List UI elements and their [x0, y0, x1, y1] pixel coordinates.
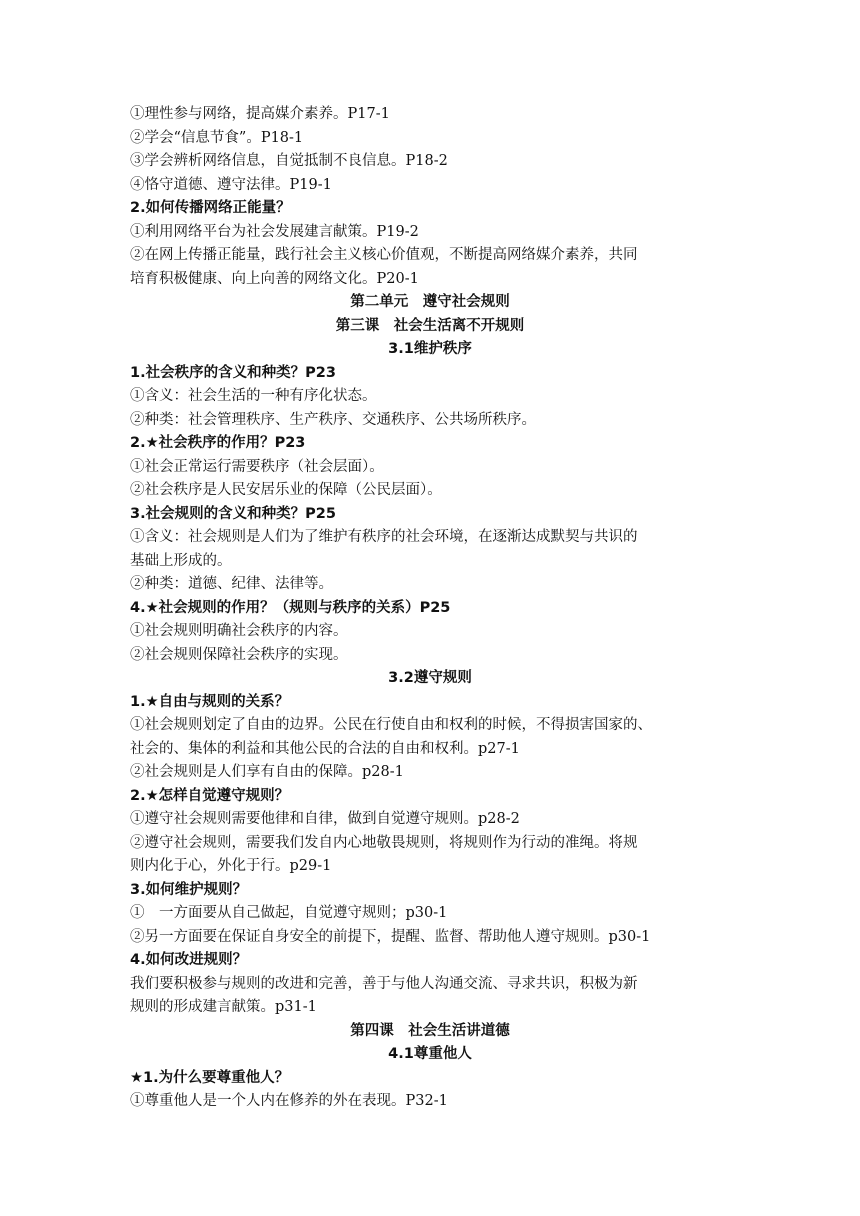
section-heading: 第三课 社会生活离不开规则 — [335, 317, 525, 334]
question-heading: 3.社会规则的含义和种类？P25 — [130, 505, 336, 522]
question-heading: 2.★怎样自觉遵守规则？ — [130, 787, 290, 804]
text-line: ②学会“信息节食”。P18-1 — [130, 129, 304, 146]
text-line: ①理性参与网络，提高媒介素养。P17-1 — [130, 106, 390, 122]
text-line: ④恪守道德、遵守法律。P19-1 — [130, 176, 332, 193]
text-line: 规则的形成建言献策。p31-1 — [130, 999, 317, 1015]
text-line: ① 一方面要从自己做起，自觉遵守规则；p30-1 — [130, 905, 448, 921]
document-page — [130, 103, 730, 1114]
text-line: ①社会规则明确社会秩序的内容。 — [130, 623, 348, 639]
text-line: ①利用网络平台为社会发展建言献策。P19-2 — [130, 223, 419, 240]
text-line: ②社会规则是人们享有自由的保障。p28-1 — [130, 764, 404, 780]
section-heading: 3.2遵守规则 — [388, 670, 472, 686]
question-heading: 2.如何传播网络正能量？ — [130, 200, 291, 216]
text-line: ①含义：社会生活的一种有序化状态。 — [130, 388, 377, 404]
text-line: ②另一方面要在保证自身安全的前提下，提醒、监督、帮助他人遵守规则。p30-1 — [130, 928, 651, 945]
question-heading: 1.★自由与规则的关系？ — [130, 693, 290, 710]
text-line: ②种类：道德、纪律、法律等。 — [130, 576, 333, 592]
question-heading: 3.如何维护规则？ — [130, 881, 248, 898]
text-line: ②种类：社会管理秩序、生产秩序、交通秩序、公共场所秩序。 — [130, 411, 536, 428]
text-line: ③学会辨析网络信息，自觉抵制不良信息。P18-2 — [130, 153, 448, 169]
text-line: 则内化于心，外化于行。p29-1 — [130, 858, 332, 874]
question-heading: 2.★社会秩序的作用？P23 — [130, 435, 306, 451]
text-line: 基础上形成的。 — [130, 552, 232, 569]
text-line: ②在网上传播正能量，践行社会主义核心价值观，不断提高网络媒介素养，共同 — [130, 247, 638, 263]
text-line: ①社会正常运行需要秩序（社会层面）。 — [130, 458, 384, 475]
text-line: ①含义：社会规则是人们为了维护有秩序的社会环境，在逐渐达成默契与共识的 — [130, 529, 638, 545]
text-line: ②社会秩序是人民安居乐业的保障（公民层面）。 — [130, 482, 442, 498]
question-heading: 4.★社会规则的作用？（规则与秩序的关系）P25 — [130, 599, 451, 616]
text-line: ②社会规则保障社会秩序的实现。 — [130, 646, 348, 663]
text-line: ①尊重他人是一个人内在修养的外在表现。P32-1 — [130, 1093, 448, 1109]
text-line: 我们要积极参与规则的改进和完善，善于与他人沟通交流、寻求共识，积极为新 — [130, 975, 638, 992]
question-heading: 4.如何改进规则？ — [130, 952, 248, 968]
text-line: ②遵守社会规则，需要我们发自内心地敬畏规则，将规则作为行动的准绳。将规 — [130, 834, 638, 851]
section-heading: 4.1尊重他人 — [388, 1046, 472, 1062]
section-heading: 3.1维护秩序 — [388, 341, 472, 357]
question-heading: ★1.为什么要尊重他人？ — [130, 1069, 290, 1086]
section-heading: 第二单元 遵守社会规则 — [350, 294, 510, 310]
text-line: ①社会规则划定了自由的边界。公民在行使自由和权利的时候，不得损害国家的、 — [130, 717, 652, 733]
text-line: 培育积极健康、向上向善的网络文化。P20-1 — [130, 270, 419, 287]
text-line: ①遵守社会规则需要他律和自律，做到自觉遵守规则。p28-2 — [130, 811, 520, 827]
question-heading: 1.社会秩序的含义和种类？P23 — [130, 364, 336, 381]
text-line: 社会的、集体的利益和其他公民的合法的自由和权利。p27-1 — [130, 740, 520, 757]
section-heading: 第四课 社会生活讲道德 — [350, 1022, 510, 1039]
